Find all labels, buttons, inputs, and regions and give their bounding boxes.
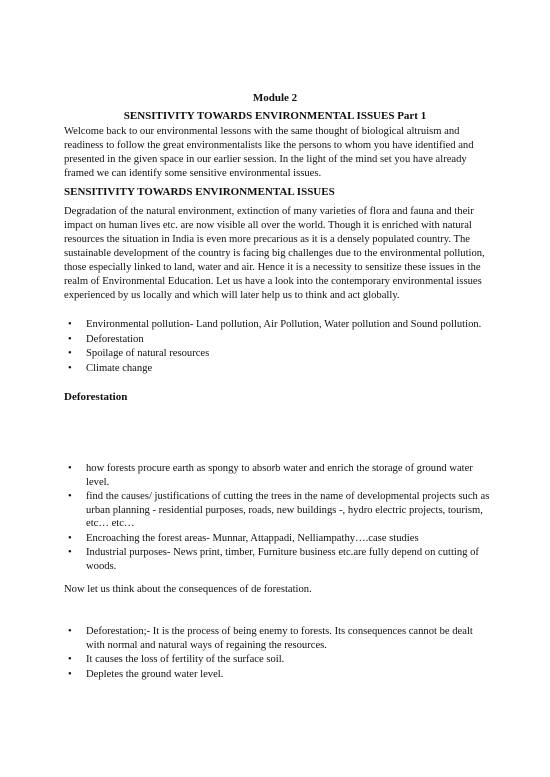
bullet-icon: • — [68, 668, 72, 680]
deforestation-heading: Deforestation — [64, 391, 128, 403]
bullet-icon: • — [68, 333, 72, 345]
consequences-intro: Now let us think about the consequences of de forestation. — [64, 584, 312, 595]
deforestation-list — [64, 462, 494, 574]
list-item: • Spoilage of natural resources — [68, 348, 210, 359]
bullet-icon: • — [68, 532, 72, 544]
list-item: • Deforestation — [68, 333, 144, 345]
list-item: • It causes the loss of fertility of the surface soil. — [68, 654, 285, 665]
bullet-icon: • — [68, 654, 72, 665]
list-item: • how forests procure earth as spongy to absorb water and enrich the storage of ground water level. — [68, 463, 473, 488]
bullet-icon: • — [68, 547, 72, 558]
consequences-list — [64, 625, 494, 682]
issues-list — [64, 318, 494, 376]
list-item: • find the causes/ justifications of cutting the trees in the name of developmental projects such as urban planning - residential purposes, roads, new buildings -, hydro electric projects, tourism, etc… etc… — [68, 491, 490, 529]
bullet-icon: • — [68, 348, 72, 359]
bullet-icon: • — [68, 491, 72, 502]
list-item: • Deforestation;- It is the process of being enemy to forests. Its consequences cannot be dealt with normal and natural ways of regaining the resources. — [68, 626, 473, 651]
bullet-icon: • — [68, 626, 72, 637]
document-title: SENSITIVITY TOWARDS ENVIRONMENTAL ISSUES Part 1 — [123, 110, 427, 122]
bullet-icon: • — [68, 319, 72, 330]
list-item: • Depletes the ground water level. — [68, 668, 224, 680]
list-item: • Environmental pollution- Land pollution, Air Pollution, Water pollution and Sound pollution. — [68, 319, 482, 330]
section-heading: SENSITIVITY TOWARDS ENVIRONMENTAL ISSUES — [64, 186, 335, 198]
bullet-icon: • — [68, 463, 72, 474]
intro-paragraph: Welcome back to our environmental lessons with the same thought of biological altruism and readiness to follow the great environmentalists like the persons to whom you have identified and presented in the given space in our earlier session. In the light of the mind set you have already framed we can identify some sensitive environmental issues. — [64, 126, 474, 179]
list-item: • Industrial purposes- News print, timber, Furniture business etc.are fully depend on cutting of woods. — [68, 547, 479, 572]
list-item: • Climate change — [68, 362, 153, 374]
module-label: Module 2 — [252, 92, 298, 104]
list-item: • Encroaching the forest areas- Munnar, Attappadi, Nelliampathy….case studies — [68, 532, 419, 544]
bullet-icon: • — [68, 362, 72, 374]
section-paragraph: Degradation of the natural environment, extinction of many varieties of flora and fauna and their impact on human lives etc. are now visible all over the world. Though it is enriched with natural resources the situation in India is even more precarious as it is a densely populated country. The sustainable development of the country is facing big challenges due to the environmental pollution, those especially linked to land, water and air. Hence it is a necessity to sensitize these issues in the realm of Environmental Education. Let us have a look into the contemporary environmental issues experienced by us locally and which will later help us to think and act globally. — [64, 206, 485, 301]
